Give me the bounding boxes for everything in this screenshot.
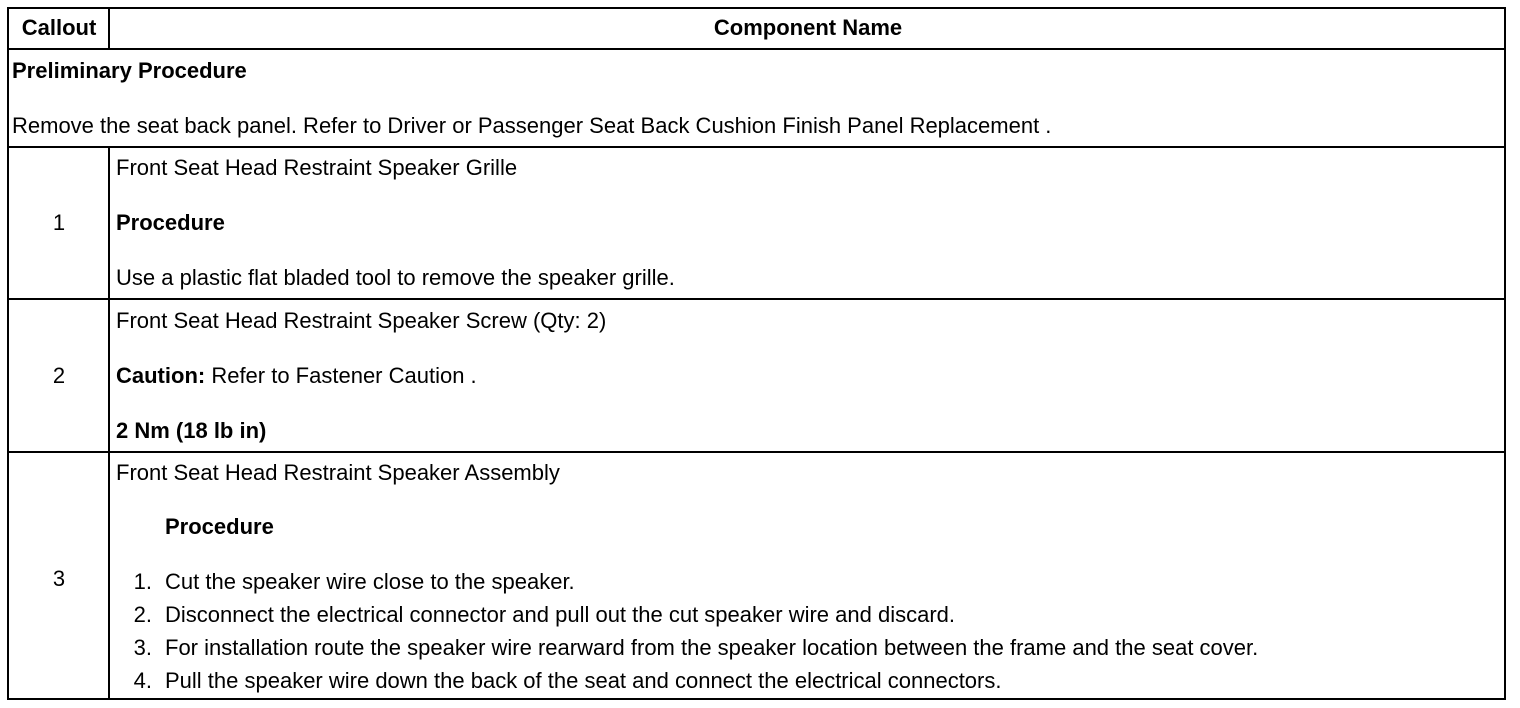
row-divider [9, 146, 1504, 148]
caution-line [116, 363, 477, 389]
procedure-heading: Procedure [116, 210, 225, 235]
step-number: 1. [133, 569, 152, 594]
callout-number: 1 [52, 210, 66, 235]
preliminary-heading: Preliminary Procedure [12, 58, 247, 83]
preliminary-text: Remove the seat back panel. Refer to Driver or Passenger Seat Back Cushion Finish Panel Replacement . [12, 113, 1052, 138]
header-callout: Callout [21, 15, 97, 40]
callout-number: 3 [52, 566, 66, 591]
row-divider [9, 451, 1504, 453]
procedure-text: Use a plastic flat bladed tool to remove the speaker grille. [116, 265, 675, 290]
procedure-heading: Procedure [165, 514, 274, 539]
step-text: Pull the speaker wire down the back of the seat and connect the electrical connectors. [165, 668, 1002, 693]
step-number: 3. [133, 635, 152, 660]
step-number: 4. [133, 668, 152, 693]
component-name: Front Seat Head Restraint Speaker Grille [116, 155, 518, 180]
component-name: Front Seat Head Restraint Speaker Assembly [116, 460, 560, 485]
component-name: Front Seat Head Restraint Speaker Screw (Qty: 2) [116, 308, 607, 333]
row-divider [9, 298, 1504, 300]
callout-number: 2 [52, 363, 66, 388]
component-table [7, 7, 1506, 700]
caution-text: Refer to Fastener Caution . [205, 363, 477, 388]
header-component-name: Component Name [713, 15, 903, 40]
torque-spec: 2 Nm (18 lb in) [116, 418, 267, 443]
step-text: Disconnect the electrical connector and pull out the cut speaker wire and discard. [165, 602, 955, 627]
caution-label: Caution: [116, 363, 206, 388]
step-text: Cut the speaker wire close to the speaker. [165, 569, 575, 594]
row-divider [9, 48, 1504, 50]
step-number: 2. [133, 602, 152, 627]
step-text: For installation route the speaker wire rearward from the speaker location between the frame and the seat cover. [165, 635, 1259, 660]
